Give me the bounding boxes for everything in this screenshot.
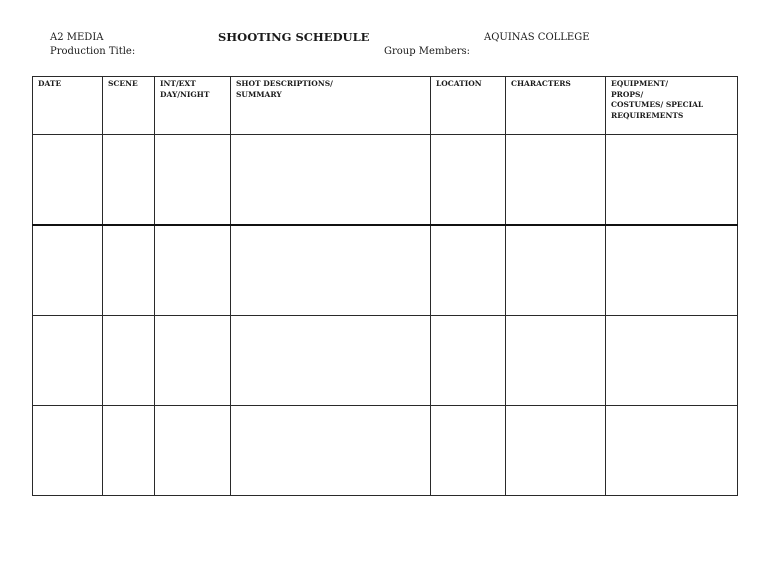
table-cell[interactable] bbox=[606, 316, 738, 406]
table-cell[interactable] bbox=[103, 135, 155, 226]
table-cell[interactable] bbox=[155, 135, 231, 226]
column-header-location-label: LOCATION bbox=[436, 79, 482, 88]
table-cell[interactable] bbox=[33, 316, 103, 406]
table-cell[interactable] bbox=[103, 225, 155, 316]
table-cell[interactable] bbox=[33, 225, 103, 316]
table-cell[interactable] bbox=[506, 316, 606, 406]
table-cell[interactable] bbox=[231, 225, 431, 316]
table-row bbox=[33, 135, 738, 226]
column-header-location bbox=[431, 77, 506, 135]
table-cell[interactable] bbox=[33, 135, 103, 226]
table-cell[interactable] bbox=[606, 135, 738, 226]
table-cell[interactable] bbox=[231, 316, 431, 406]
column-header-shot-descriptions bbox=[231, 77, 431, 135]
table-cell[interactable] bbox=[103, 316, 155, 406]
column-header-scene bbox=[103, 77, 155, 135]
column-header-scene-label: SCENE bbox=[108, 79, 138, 88]
production-title-label: Production Title: bbox=[50, 46, 136, 57]
column-header-shot-descriptions-label: SHOT DESCRIPTIONS/ SUMMARY bbox=[236, 79, 333, 99]
table-cell[interactable] bbox=[155, 316, 231, 406]
column-header-date bbox=[33, 77, 103, 135]
table-cell[interactable] bbox=[506, 135, 606, 226]
table-cell[interactable] bbox=[231, 135, 431, 226]
column-header-int-ext bbox=[155, 77, 231, 135]
column-header-date-label: DATE bbox=[38, 79, 62, 88]
shooting-schedule-table bbox=[32, 76, 738, 496]
table-cell[interactable] bbox=[155, 225, 231, 316]
table-cell[interactable] bbox=[606, 225, 738, 316]
table-cell[interactable] bbox=[606, 406, 738, 496]
table-cell[interactable] bbox=[155, 406, 231, 496]
document-title: SHOOTING SCHEDULE bbox=[218, 30, 370, 44]
table-cell[interactable] bbox=[506, 406, 606, 496]
table-header-row bbox=[33, 77, 738, 135]
table-cell[interactable] bbox=[33, 406, 103, 496]
school-name: AQUINAS COLLEGE bbox=[484, 32, 590, 43]
course-label: A2 MEDIA bbox=[50, 32, 104, 43]
group-members-label: Group Members: bbox=[384, 46, 471, 57]
column-header-equipment-label: EQUIPMENT/ PROPS/ COSTUMES/ SPECIAL REQUIREMENTS bbox=[611, 79, 704, 120]
table-row bbox=[33, 225, 738, 316]
table-cell[interactable] bbox=[231, 406, 431, 496]
table-cell[interactable] bbox=[431, 225, 506, 316]
table-cell[interactable] bbox=[506, 225, 606, 316]
table-row bbox=[33, 316, 738, 406]
table-cell[interactable] bbox=[431, 316, 506, 406]
column-header-int-ext-label: INT/EXT DAY/NIGHT bbox=[160, 79, 210, 99]
table-row bbox=[33, 406, 738, 496]
column-header-equipment bbox=[606, 77, 738, 135]
table-cell[interactable] bbox=[431, 406, 506, 496]
column-header-characters-label: CHARACTERS bbox=[511, 79, 571, 88]
table-cell[interactable] bbox=[103, 406, 155, 496]
table-cell[interactable] bbox=[431, 135, 506, 226]
column-header-characters bbox=[506, 77, 606, 135]
